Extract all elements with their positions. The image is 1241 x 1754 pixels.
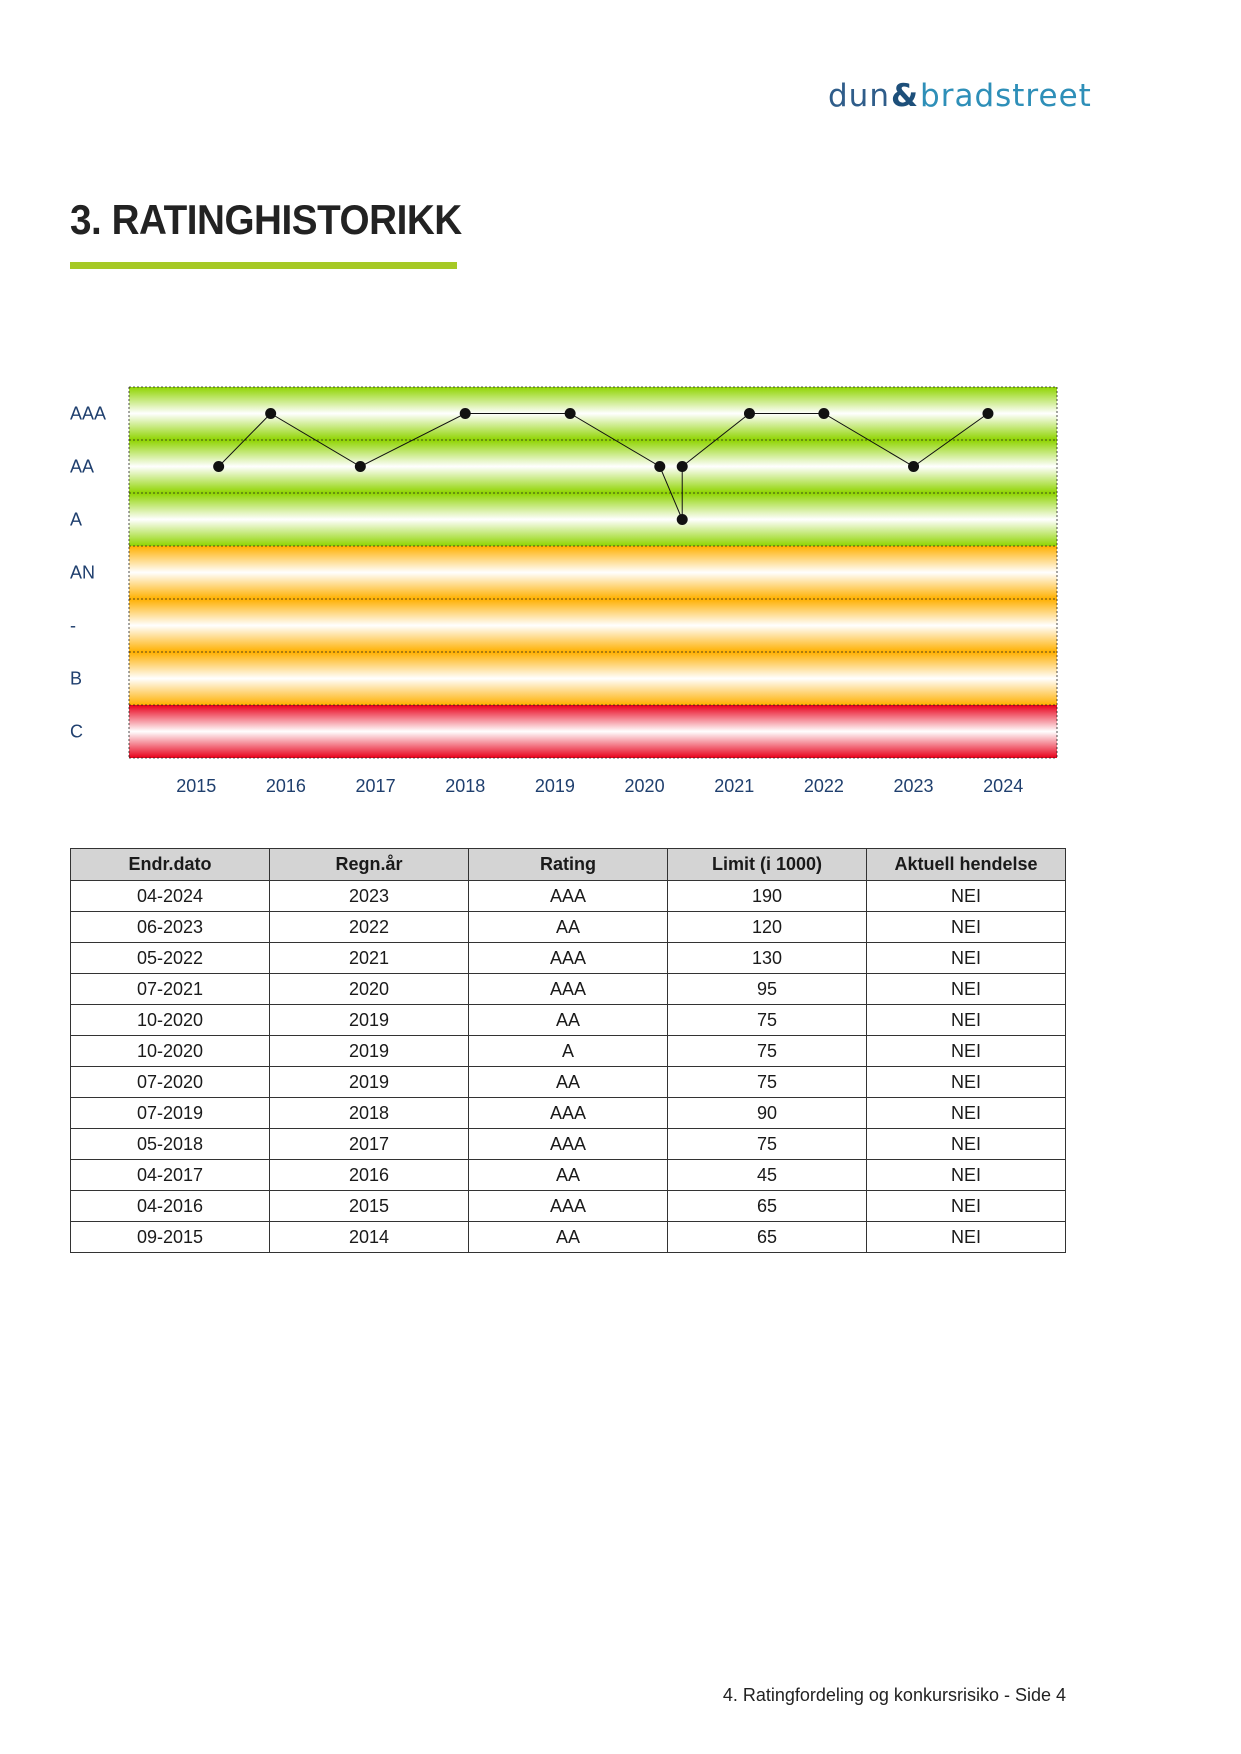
x-tick-label: 2019 bbox=[534, 776, 575, 796]
data-point bbox=[355, 461, 366, 472]
cell-rating: AAA bbox=[469, 1129, 668, 1160]
table-row bbox=[71, 881, 1066, 912]
col-header-rating: Rating bbox=[469, 849, 668, 881]
cell-fiscal-year: 2020 bbox=[270, 974, 469, 1005]
cell-limit: 75 bbox=[668, 1129, 867, 1160]
rating-bands bbox=[129, 387, 1057, 758]
logo-ampersand: & bbox=[890, 78, 920, 114]
cell-rating: AA bbox=[469, 1005, 668, 1036]
data-point bbox=[460, 408, 471, 419]
y-tick-label: B bbox=[70, 668, 83, 689]
table-row bbox=[71, 1098, 1066, 1129]
rating-band-dash bbox=[129, 599, 1057, 652]
y-axis-labels bbox=[70, 404, 106, 742]
cell-rating: AA bbox=[469, 912, 668, 943]
data-point bbox=[677, 514, 688, 525]
cell-rating: AA bbox=[469, 1067, 668, 1098]
title-underline bbox=[70, 262, 457, 269]
data-point bbox=[265, 408, 276, 419]
cell-date: 10-2020 bbox=[71, 1005, 270, 1036]
cell-event: NEI bbox=[867, 1160, 1066, 1191]
y-tick-label: A bbox=[70, 509, 83, 530]
y-tick-label: AA bbox=[70, 456, 95, 477]
data-point bbox=[908, 461, 919, 472]
table-row bbox=[71, 1129, 1066, 1160]
cell-fiscal-year: 2023 bbox=[270, 881, 469, 912]
cell-event: NEI bbox=[867, 912, 1066, 943]
cell-fiscal-year: 2015 bbox=[270, 1191, 469, 1222]
rating-band-c bbox=[129, 705, 1057, 758]
cell-limit: 65 bbox=[668, 1222, 867, 1253]
data-point bbox=[982, 408, 993, 419]
rating-band-an bbox=[129, 546, 1057, 599]
data-point bbox=[818, 408, 829, 419]
y-tick-label: AN bbox=[70, 562, 96, 583]
x-tick-label: 2021 bbox=[714, 776, 755, 796]
data-point bbox=[565, 408, 576, 419]
x-axis-labels bbox=[176, 776, 1023, 796]
cell-limit: 90 bbox=[668, 1098, 867, 1129]
x-tick-label: 2022 bbox=[803, 776, 844, 796]
cell-rating: AAA bbox=[469, 881, 668, 912]
cell-rating: AAA bbox=[469, 974, 668, 1005]
cell-fiscal-year: 2017 bbox=[270, 1129, 469, 1160]
cell-event: NEI bbox=[867, 943, 1066, 974]
x-tick-label: 2020 bbox=[624, 776, 665, 796]
cell-fiscal-year: 2018 bbox=[270, 1098, 469, 1129]
x-tick-label: 2016 bbox=[265, 776, 306, 796]
page-footer: 4. Ratingfordeling og konkursrisiko - Side 4 bbox=[722, 1685, 1066, 1705]
table-row bbox=[71, 943, 1066, 974]
data-point bbox=[677, 461, 688, 472]
cell-rating: AA bbox=[469, 1222, 668, 1253]
cell-event: NEI bbox=[867, 1005, 1066, 1036]
table-row bbox=[71, 912, 1066, 943]
table-row bbox=[71, 1036, 1066, 1067]
cell-event: NEI bbox=[867, 1129, 1066, 1160]
company-logo bbox=[828, 78, 1092, 114]
y-tick-label: AAA bbox=[70, 403, 107, 424]
logo-text-left: dun bbox=[828, 78, 890, 114]
rating-band-b bbox=[129, 652, 1057, 705]
x-tick-label: 2024 bbox=[983, 776, 1024, 796]
table-row bbox=[71, 1005, 1066, 1036]
col-header-date: Endr.dato bbox=[71, 849, 270, 881]
col-header-limit: Limit (i 1000) bbox=[668, 849, 867, 881]
cell-limit: 190 bbox=[668, 881, 867, 912]
cell-date: 07-2021 bbox=[71, 974, 270, 1005]
x-tick-label: 2015 bbox=[176, 776, 217, 796]
cell-limit: 45 bbox=[668, 1160, 867, 1191]
cell-event: NEI bbox=[867, 1098, 1066, 1129]
y-tick-label: C bbox=[70, 721, 83, 742]
cell-rating: AAA bbox=[469, 943, 668, 974]
x-tick-label: 2023 bbox=[893, 776, 934, 796]
rating-band-a bbox=[129, 493, 1057, 546]
cell-date: 04-2017 bbox=[71, 1160, 270, 1191]
cell-fiscal-year: 2016 bbox=[270, 1160, 469, 1191]
cell-date: 07-2020 bbox=[71, 1067, 270, 1098]
cell-date: 04-2016 bbox=[71, 1191, 270, 1222]
cell-fiscal-year: 2019 bbox=[270, 1005, 469, 1036]
cell-limit: 120 bbox=[668, 912, 867, 943]
rating-history-chart bbox=[60, 380, 1070, 810]
table-row bbox=[71, 974, 1066, 1005]
cell-event: NEI bbox=[867, 974, 1066, 1005]
cell-date: 05-2018 bbox=[71, 1129, 270, 1160]
cell-limit: 130 bbox=[668, 943, 867, 974]
logo-text-right: bradstreet bbox=[920, 78, 1092, 114]
cell-limit: 65 bbox=[668, 1191, 867, 1222]
x-tick-label: 2017 bbox=[355, 776, 396, 796]
table-row bbox=[71, 1067, 1066, 1098]
table-row bbox=[71, 1160, 1066, 1191]
x-tick-label: 2018 bbox=[445, 776, 486, 796]
data-point bbox=[213, 461, 224, 472]
cell-fiscal-year: 2019 bbox=[270, 1067, 469, 1098]
cell-event: NEI bbox=[867, 881, 1066, 912]
cell-limit: 75 bbox=[668, 1005, 867, 1036]
rating-history-table bbox=[70, 848, 1066, 1253]
cell-event: NEI bbox=[867, 1036, 1066, 1067]
col-header-event: Aktuell hendelse bbox=[867, 849, 1066, 881]
table-row bbox=[71, 1222, 1066, 1253]
cell-date: 09-2015 bbox=[71, 1222, 270, 1253]
cell-date: 10-2020 bbox=[71, 1036, 270, 1067]
cell-date: 06-2023 bbox=[71, 912, 270, 943]
table-row bbox=[71, 1191, 1066, 1222]
data-point bbox=[744, 408, 755, 419]
cell-fiscal-year: 2022 bbox=[270, 912, 469, 943]
cell-event: NEI bbox=[867, 1222, 1066, 1253]
cell-event: NEI bbox=[867, 1067, 1066, 1098]
cell-rating: AAA bbox=[469, 1098, 668, 1129]
y-tick-label: - bbox=[70, 615, 76, 636]
cell-limit: 75 bbox=[668, 1036, 867, 1067]
cell-date: 05-2022 bbox=[71, 943, 270, 974]
cell-date: 04-2024 bbox=[71, 881, 270, 912]
cell-fiscal-year: 2014 bbox=[270, 1222, 469, 1253]
page-title: 3. RATINGHISTORIKK bbox=[70, 196, 462, 243]
cell-limit: 75 bbox=[668, 1067, 867, 1098]
cell-rating: AAA bbox=[469, 1191, 668, 1222]
data-point bbox=[654, 461, 665, 472]
cell-fiscal-year: 2021 bbox=[270, 943, 469, 974]
cell-event: NEI bbox=[867, 1191, 1066, 1222]
cell-rating: A bbox=[469, 1036, 668, 1067]
cell-date: 07-2019 bbox=[71, 1098, 270, 1129]
cell-rating: AA bbox=[469, 1160, 668, 1191]
table-header-row bbox=[71, 849, 1066, 881]
col-header-fiscal-year: Regn.år bbox=[270, 849, 469, 881]
cell-fiscal-year: 2019 bbox=[270, 1036, 469, 1067]
cell-limit: 95 bbox=[668, 974, 867, 1005]
